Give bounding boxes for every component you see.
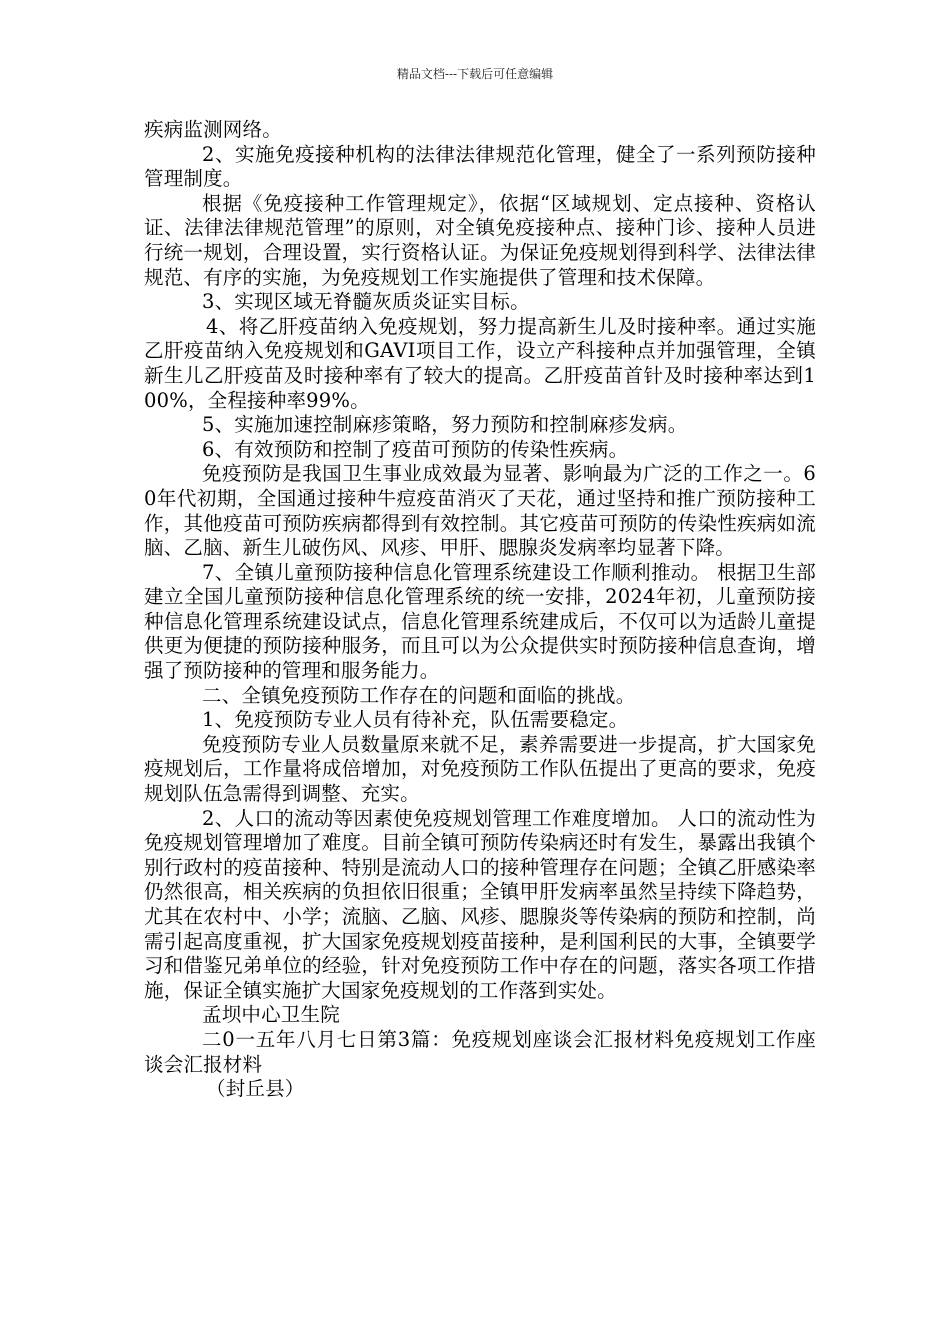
paragraph: 1、免疫预防专业人员有待补充，队伍需要稳定。 [202, 708, 629, 732]
paragraph: 疾病监测网络。 [144, 118, 282, 141]
paragraph: 3、实现区域无脊髓灰质炎证实目标。 [202, 290, 530, 314]
county-label: （封丘县） [206, 1077, 305, 1101]
document-body [144, 118, 816, 1102]
paragraph: 根据《免疫接种工作管理规定》，依据“区域规划、定点接种、资格认证、法律法律规范管理”的原则，对全镇免疫接种点、接种门诊、接种人员进行统一规划，合理设置，实行资格认证。为保证免疫规划得到科学、法律法律规范、有序的实施，为免疫规划工作实施提供了管理和技术保障。 [144, 191, 816, 289]
paragraph: 2、实施免疫接种机构的法律法律规范化管理，健全了一系列预防接种管理制度。 [144, 142, 816, 191]
paragraph: 6、有效预防和控制了疫苗可预防的传染性疾病。 [202, 437, 629, 461]
paragraph: 免疫预防是我国卫生事业成效最为显著、影响最为广泛的工作之一。60年代初期，全国通过接种牛痘疫苗消灭了天花，通过坚持和推广预防接种工作，其他疫苗可预防疾病都得到有效控制。其它疫苗可预防的传染性疾病如流脑、乙脑、新生儿破伤风、风疹、甲肝、腮腺炎发病率均显著下降。 [144, 462, 816, 560]
paragraph: 5、实施加速控制麻疹策略，努力预防和控制麻疹发病。 [202, 413, 688, 437]
page-header: 精品文档---下载后可任意编辑 [396, 67, 554, 81]
paragraph: 7、全镇儿童预防接种信息化管理系统建设工作顺利推动。 根据卫生部建立全国儿童预防接种信息化管理系统的统一安排，2024年初，儿童预防接种信息化管理系统建设试点，信息化管理系统建成后，不仅可以为适龄儿童提供更为便捷的预防接种服务，而且可以为公众提供实时预防接种信息查询，增强了预防接种的管理和服务能力。 [144, 560, 816, 683]
date-and-next-title: 二0一五年八月七日第3篇：免疫规划座谈会汇报材料免疫规划工作座谈会汇报材料 [144, 1027, 816, 1076]
paragraph: 免疫预防专业人员数量原来就不足，素养需要进一步提高，扩大国家免疫规划后，工作量将成倍增加，对免疫预防工作队伍提出了更高的要求，免疫规划队伍急需得到调整、充实。 [144, 732, 816, 806]
paragraph: 4、将乙肝疫苗纳入免疫规划，努力提高新生儿及时接种率。通过实施乙肝疫苗纳入免疫规划和GAVI项目工作，设立产科接种点并加强管理，全镇新生儿乙肝疫苗及时接种率有了较大的提高。乙肝疫苗首针及时接种率达到100%，全程接种率99%。 [144, 314, 816, 412]
section-heading: 二、全镇免疫预防工作存在的问题和面临的挑战。 [202, 683, 636, 707]
paragraph: 2、人口的流动等因素使免疫规划管理工作难度增加。 人口的流动性为免疫规划管理增加了难度。目前全镇可预防传染病还时有发生，暴露出我镇个别行政村的疫苗接种、特别是流动人口的接种管理存在问题；全镇乙肝感染率仍然很高，相关疾病的负担依旧很重；全镇甲肝发病率虽然呈持续下降趋势，尤其在农村中、小学；流脑、乙脑、风疹、腮腺炎等传染病的预防和控制，尚需引起高度重视，扩大国家免疫规划疫苗接种，是利国利民的大事，全镇要学习和借鉴兄弟单位的经验，针对免疫预防工作中存在的问题，落实各项工作措施，保证全镇实施扩大国家免疫规划的工作落到实处。 [144, 806, 816, 1002]
signature-organization: 孟坝中心卫生院 [202, 1003, 340, 1027]
